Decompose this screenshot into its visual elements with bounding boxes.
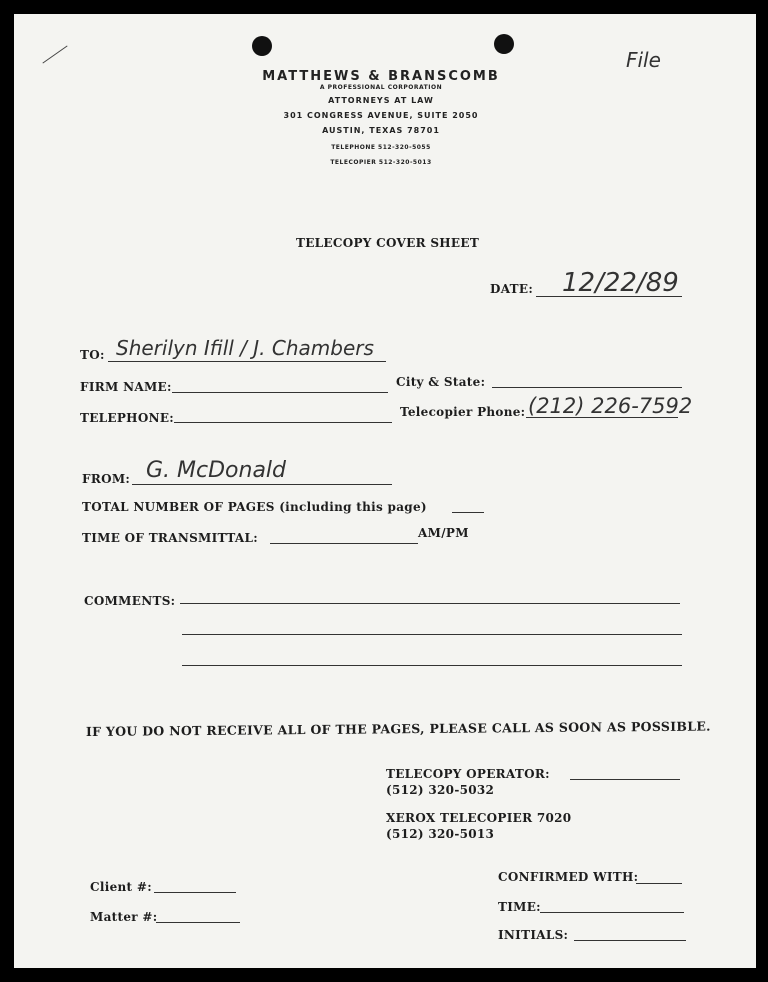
firm-city: AUSTIN, TEXAS 78701 xyxy=(322,126,440,135)
city-state-label: City & State: xyxy=(396,375,486,389)
to-label: TO: xyxy=(80,348,105,362)
telecopier-phone-value[interactable]: (212) 226-7592 xyxy=(528,394,693,418)
from-value[interactable]: G. McDonald xyxy=(146,458,287,483)
machine-name: XEROX TELECOPIER 7020 xyxy=(386,811,572,825)
ampm-label: AM/PM xyxy=(418,526,469,540)
fax-cover-sheet xyxy=(14,14,756,968)
firm-name: MATTHEWS & BRANSCOMB xyxy=(262,69,500,84)
firm-telecopier: TELECOPIER 512-320-5013 xyxy=(330,159,432,166)
matter-label: Matter #: xyxy=(90,910,158,924)
to-value[interactable]: Sherilyn Ifill / J. Chambers xyxy=(116,336,374,360)
pen-mark xyxy=(42,45,67,63)
time-label: TIME: xyxy=(498,900,541,914)
firm-subtitle: A PROFESSIONAL CORPORATION xyxy=(319,84,443,91)
page-title: TELECOPY COVER SHEET xyxy=(296,236,480,250)
pages-label: TOTAL NUMBER OF PAGES (including this page) xyxy=(82,500,427,514)
firm-address: 301 CONGRESS AVENUE, SUITE 2050 xyxy=(283,111,479,120)
date-value[interactable]: 12/22/89 xyxy=(562,268,679,298)
client-label: Client #: xyxy=(90,880,152,894)
punch-hole xyxy=(252,36,272,56)
operator-label: TELECOPY OPERATOR: xyxy=(386,767,550,781)
operator-phone: (512) 320-5032 xyxy=(386,783,495,797)
file-annotation: File xyxy=(626,48,661,72)
comments-label: COMMENTS: xyxy=(84,594,176,608)
punch-hole xyxy=(494,34,514,54)
from-label: FROM: xyxy=(82,472,131,486)
firm-name-label: FIRM NAME: xyxy=(80,380,172,394)
notice: IF YOU DO NOT RECEIVE ALL OF THE PAGES, PLEASE CALL AS SOON AS POSSIBLE. xyxy=(85,718,711,739)
machine-phone: (512) 320-5013 xyxy=(386,827,495,841)
initials-label: INITIALS: xyxy=(498,928,569,942)
date-label: DATE: xyxy=(490,282,534,296)
time-transmittal-label: TIME OF TRANSMITTAL: xyxy=(82,531,258,545)
telephone-label: TELEPHONE: xyxy=(80,411,175,425)
telecopier-phone-label: Telecopier Phone: xyxy=(400,405,526,419)
firm-practice: ATTORNEYS AT LAW xyxy=(328,96,434,105)
firm-telephone: TELEPHONE 512-320-5055 xyxy=(331,144,431,151)
confirmed-with-label: CONFIRMED WITH: xyxy=(498,870,639,884)
